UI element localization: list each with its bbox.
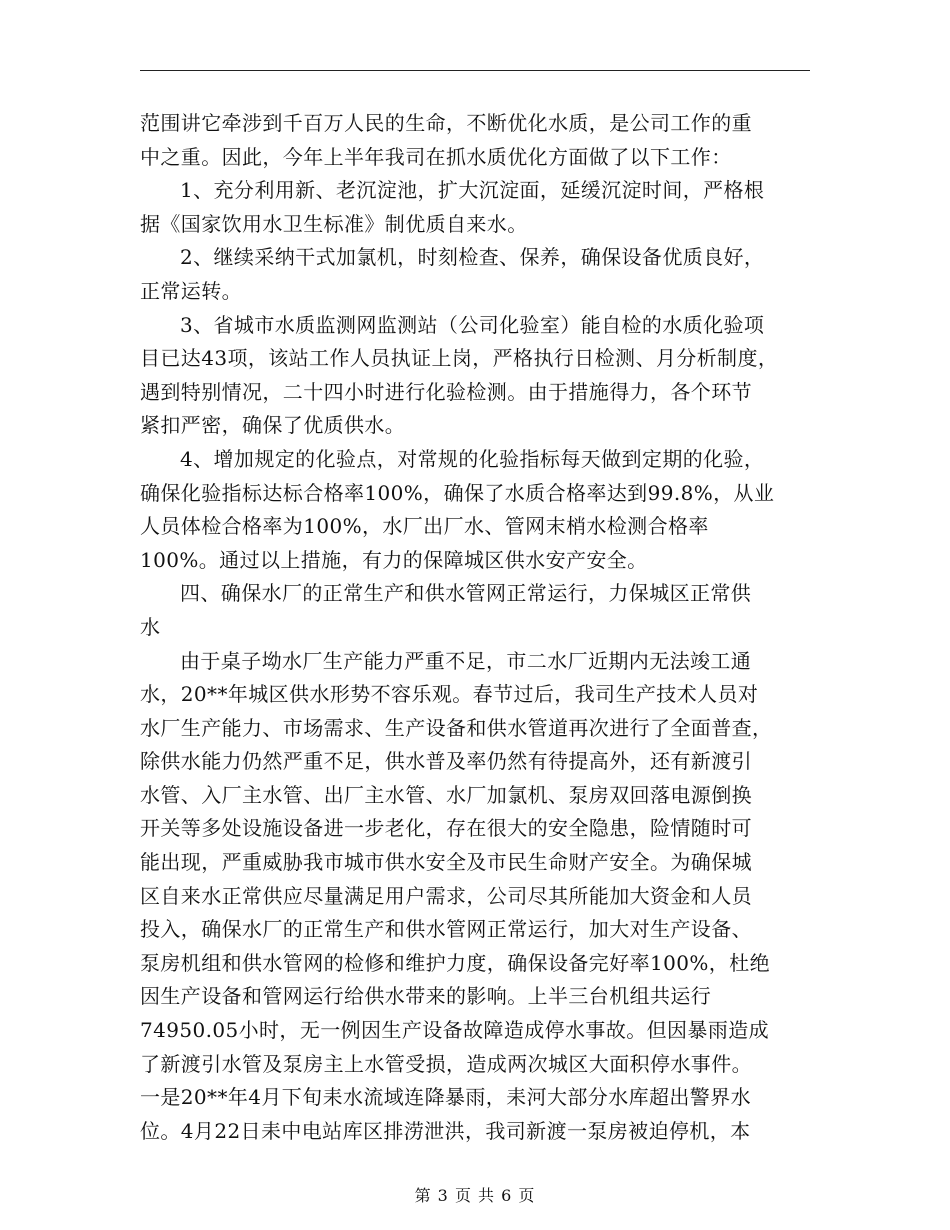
text-line: 4、增加规定的化验点，对常规的化验指标每天做到定期的化验，	[180, 446, 765, 471]
text-line: 目已达43项，该站工作人员执证上岗，严格执行日检测、月分析制度，	[140, 346, 779, 371]
section-heading: 水	[140, 614, 161, 639]
text-line: 区自来水正常供应尽量满足用户需求，公司尽其所能加大资金和人员	[140, 883, 752, 908]
section-heading: 四、确保水厂的正常生产和供水管网正常运行，力保城区正常供	[180, 581, 752, 606]
text-line: 位。4月22日耒中电站库区排涝泄洪，我司新渡一泵房被迫停机，本	[140, 1118, 751, 1143]
text-line: 水厂生产能力、市场需求、生产设备和供水管道再次进行了全面普查，	[140, 715, 773, 740]
page-number: 第 3 页 共 6 页	[414, 1186, 536, 1205]
text-line: 了新渡引水管及泵房主上水管受损，造成两次城区大面积停水事件。	[140, 1051, 752, 1076]
text-line: 水管、入厂主水管、出厂主水管、水厂加氯机、泵房双回落电源倒换	[140, 782, 752, 807]
text-line: 开关等多处设施设备进一步老化，存在很大的安全隐患，险情随时可	[140, 816, 752, 841]
document-body	[140, 107, 810, 1148]
text-line: 1、充分利用新、老沉淀池，扩大沉淀面，延缓沉淀时间，严格根	[180, 178, 765, 203]
text-line: 除供水能力仍然严重不足，供水普及率仍然有待提高外，还有新渡引	[140, 749, 752, 774]
text-line: 人员体检合格率为100%，水厂出厂水、管网末梢水检测合格率	[140, 514, 709, 539]
text-line: 因生产设备和管网运行给供水带来的影响。上半三台机组共运行	[140, 984, 712, 1009]
text-line: 能出现，严重威胁我市城市供水安全及市民生命财产安全。为确保城	[140, 850, 752, 875]
text-line: 范围讲它牵涉到千百万人民的生命，不断优化水质，是公司工作的重	[140, 111, 752, 135]
text-line: 由于桌子坳水厂生产能力严重不足，市二水厂近期内无法竣工通	[180, 648, 752, 673]
text-line: 74950.05小时，无一例因生产设备故障造成停水事故。但因暴雨造成	[140, 1018, 770, 1043]
text-line: 泵房机组和供水管网的检修和维护力度，确保设备完好率100%，杜绝	[140, 950, 770, 975]
text-line: 投入，确保水厂的正常生产和供水管网正常运行，加大对生产设备、	[140, 917, 752, 942]
text-line: 确保化验指标达标合格率100%，确保了水质合格率达到99.8%，从业	[140, 480, 775, 505]
text-line: 据《国家饮用水卫生标准》制优质自来水。	[140, 211, 528, 236]
text-line: 紧扣严密，确保了优质供水。	[140, 413, 406, 438]
text-line: 一是20**年4月下旬耒水流域连降暴雨，耒河大部分水库超出警界水	[140, 1085, 751, 1110]
text-line: 遇到特别情况，二十四小时进行化验检测。由于措施得力，各个环节	[140, 379, 752, 404]
text-line: 2、继续采纳干式加氯机，时刻检查、保养，确保设备优质良好，	[180, 245, 765, 270]
text-line: 100%。通过以上措施，有力的保障城区供水安产安全。	[140, 547, 648, 572]
header-rule	[140, 70, 810, 71]
text-line: 水，20**年城区供水形势不容乐观。春节过后，我司生产技术人员对	[140, 682, 759, 707]
text-line: 3、省城市水质监测网监测站（公司化验室）能自检的水质化验项	[180, 312, 765, 337]
text-line: 中之重。因此，今年上半年我司在抓水质优化方面做了以下工作：	[140, 144, 732, 169]
text-line: 正常运转。	[140, 278, 242, 303]
